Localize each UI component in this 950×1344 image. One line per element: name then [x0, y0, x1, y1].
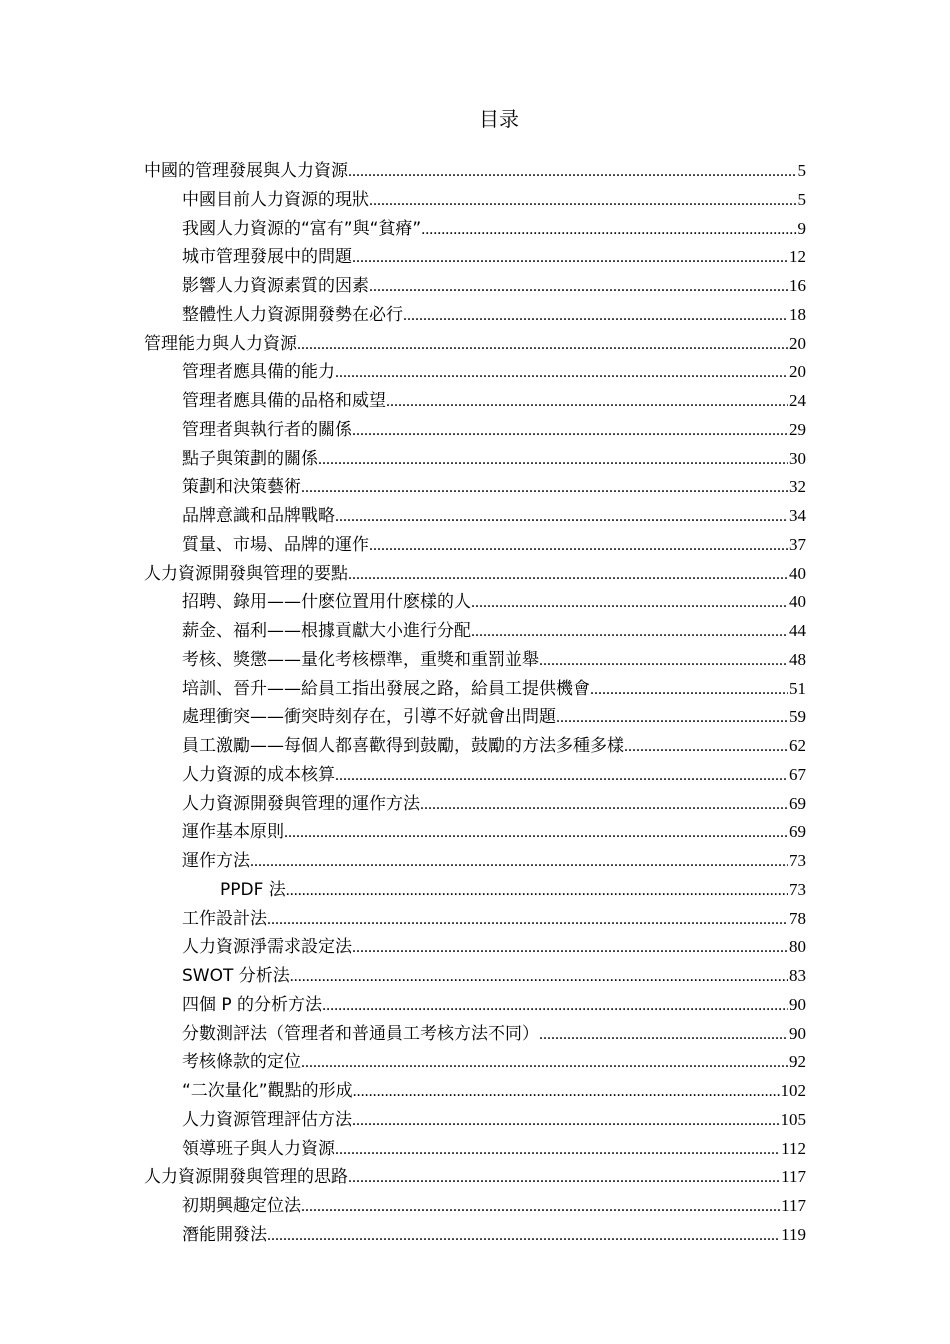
- toc-page-number: 112: [781, 1138, 806, 1158]
- dot-leader: [348, 158, 797, 187]
- dot-leader: [318, 446, 788, 475]
- toc-entry-title: 考核、獎懲——量化考核標準，重獎和重罰並舉: [182, 649, 539, 670]
- toc-entry-line: [182, 991, 806, 1021]
- toc-page-number: 48: [789, 649, 806, 669]
- toc-page-number: 12: [789, 247, 806, 267]
- toc-entry[interactable]: [0, 502, 950, 531]
- toc-entry[interactable]: [0, 675, 950, 704]
- dot-leader: [286, 877, 788, 906]
- dot-leader: [471, 589, 788, 618]
- toc-page-number: 102: [780, 1081, 806, 1100]
- dot-leader: [352, 1107, 780, 1136]
- toc-entry-line: [144, 1163, 806, 1193]
- toc-entry[interactable]: [0, 905, 950, 934]
- toc-entry[interactable]: [0, 157, 950, 186]
- toc-entry[interactable]: [0, 1135, 950, 1164]
- dot-leader: [267, 906, 788, 935]
- toc-entry-title: 整體性人力資源開發勢在必行: [182, 304, 403, 325]
- toc-page-number: 18: [789, 304, 806, 324]
- toc-entry[interactable]: [0, 1020, 950, 1049]
- toc-entry-title: 人力資源的成本核算: [182, 764, 335, 785]
- toc-entry-line: [182, 473, 806, 503]
- toc-entry-line: [182, 1192, 806, 1222]
- toc-entry[interactable]: [0, 703, 950, 732]
- dot-leader: [369, 273, 788, 302]
- dot-leader: [590, 676, 788, 705]
- toc-entry-title: 運作基本原則: [182, 822, 284, 843]
- toc-entry-title: 人力資源開發與管理的思路: [144, 1167, 348, 1188]
- toc-entry[interactable]: [0, 1077, 950, 1106]
- toc-page-number: 20: [789, 333, 806, 353]
- toc-entry-line: [182, 703, 806, 733]
- toc-entry-title: 人力資源管理評估方法: [182, 1109, 352, 1130]
- dot-leader: [290, 963, 788, 992]
- toc-page-number: 73: [789, 879, 806, 899]
- toc-entry[interactable]: [0, 416, 950, 445]
- toc-page-number: 9: [797, 218, 806, 238]
- dot-leader: [301, 1049, 788, 1078]
- toc-entry-line: [182, 243, 806, 273]
- toc-entry-title: 品牌意識和品牌戰略: [182, 506, 335, 526]
- dot-leader: [539, 647, 788, 676]
- dot-leader: [353, 1078, 780, 1107]
- toc-page-number: 5: [797, 189, 806, 209]
- toc-entry-line: [182, 933, 806, 963]
- dot-leader: [386, 388, 788, 417]
- dot-leader: [352, 934, 788, 963]
- toc-entry-title: PPDF 法: [220, 879, 286, 900]
- toc-page-number: 69: [789, 793, 806, 813]
- toc-entry[interactable]: [0, 1106, 950, 1135]
- toc-page-number: 117: [781, 1167, 806, 1187]
- toc-page-number: 34: [789, 506, 806, 525]
- toc-entry[interactable]: [0, 991, 950, 1020]
- toc-entry-title: 初期興趣定位法: [182, 1196, 301, 1216]
- toc-entry[interactable]: [0, 560, 950, 589]
- toc-page-number: 105: [780, 1109, 806, 1129]
- toc-entry-title: 管理者應具備的品格和威望: [182, 391, 386, 411]
- toc-entry-title: 處理衝突——衝突時刻存在，引導不好就會出問題: [182, 707, 556, 728]
- toc-entry-title: SWOT 分析法: [182, 966, 290, 986]
- toc-entry-title: 考核條款的定位: [182, 1052, 301, 1073]
- dot-leader: [335, 762, 788, 791]
- toc-entry-title: 領導班子與人力資源: [182, 1138, 335, 1159]
- dot-leader: [420, 791, 788, 820]
- toc-entry-title: 潛能開發法: [182, 1224, 267, 1245]
- toc-entry[interactable]: [0, 1048, 950, 1077]
- toc-entry[interactable]: [0, 761, 950, 790]
- toc-entry-line: [182, 1077, 806, 1107]
- toc-entry[interactable]: [0, 962, 950, 991]
- toc-entry-line: [182, 215, 806, 245]
- toc-entry-line: [182, 790, 806, 820]
- toc-entry-title: 中國目前人力資源的現狀: [182, 189, 369, 210]
- toc-entry-line: [182, 502, 806, 532]
- toc-entry-title: 培訓、晉升——給員工指出發展之路，給員工提供機會: [182, 678, 590, 699]
- toc-entry-title: 人力資源開發與管理的要點: [144, 563, 348, 584]
- toc-entry-title: 人力資源開發與管理的運作方法: [182, 793, 420, 814]
- toc-page-number: 117: [781, 1196, 806, 1215]
- toc-entry-title: 四個 P 的分析方法: [182, 994, 323, 1015]
- toc-page-number: 5: [797, 161, 806, 180]
- toc-entry[interactable]: [0, 588, 950, 617]
- toc-entry[interactable]: [0, 1192, 950, 1221]
- toc-page-number: 73: [789, 851, 806, 870]
- dot-leader: [348, 1164, 780, 1193]
- toc-entry-title: 人力資源淨需求設定法: [182, 937, 352, 958]
- toc-page-number: 32: [789, 477, 806, 497]
- toc-entry-line: [182, 905, 806, 935]
- toc-entry[interactable]: [0, 215, 950, 244]
- toc-entry-title: 分數測評法（管理者和普通員工考核方法不同）: [182, 1023, 539, 1044]
- dot-leader: [556, 704, 788, 733]
- toc-entry-line: [182, 301, 806, 331]
- dot-leader: [369, 532, 788, 561]
- toc-page-number: 40: [789, 563, 806, 583]
- toc-entry-line: [144, 560, 806, 590]
- toc-entry-line: [182, 1048, 806, 1078]
- dot-leader: [348, 561, 788, 590]
- toc-entry-line: [182, 617, 806, 647]
- toc-entry[interactable]: [0, 732, 950, 761]
- toc-entry-title: 招聘、錄用——什麽位置用什麽樣的人: [182, 592, 471, 613]
- toc-entry-title: 管理能力與人力資源: [144, 333, 297, 354]
- toc-page-number: 44: [789, 621, 806, 640]
- toc-entry-line: [182, 1106, 806, 1136]
- toc-entry-title: 質量、市場、品牌的運作: [182, 534, 369, 555]
- toc-entry-line: [182, 588, 806, 618]
- toc-page-number: 16: [789, 276, 806, 295]
- toc-entry[interactable]: [0, 617, 950, 646]
- toc-entry[interactable]: [0, 358, 950, 387]
- toc-entry-line: [144, 330, 806, 360]
- toc-entry[interactable]: [0, 790, 950, 819]
- toc-entry-line: [182, 272, 806, 302]
- toc-page-number: 62: [789, 736, 806, 755]
- toc-entry[interactable]: [0, 876, 950, 905]
- toc-entry-line: [182, 1020, 806, 1050]
- dot-leader: [250, 848, 788, 877]
- toc-entry-title: 員工激勵——每個人都喜歡得到鼓勵，鼓勵的方法多種多樣: [182, 736, 624, 756]
- dot-leader: [335, 1136, 780, 1165]
- toc-entry-line: [182, 416, 806, 446]
- dot-leader: [421, 216, 796, 245]
- toc-entry[interactable]: [0, 847, 950, 876]
- dot-leader: [369, 187, 797, 216]
- toc-entry-line: [182, 732, 806, 762]
- dot-leader: [284, 819, 788, 848]
- toc-entry[interactable]: [0, 1221, 950, 1250]
- toc-page-number: 30: [789, 448, 806, 468]
- toc-page-number: 83: [789, 966, 806, 985]
- toc-page-number: 80: [789, 937, 806, 957]
- toc-page-number: 90: [789, 994, 806, 1014]
- toc-page-number: 119: [781, 1224, 806, 1244]
- toc-entry[interactable]: [0, 818, 950, 847]
- toc-page-number: 90: [789, 1023, 806, 1043]
- toc-entry[interactable]: [0, 473, 950, 502]
- dot-leader: [267, 1222, 780, 1251]
- toc-page-number: 69: [789, 822, 806, 842]
- dot-leader: [403, 302, 788, 331]
- dot-leader: [301, 1193, 780, 1222]
- toc-entry-line: [182, 761, 806, 791]
- toc-entry[interactable]: [0, 243, 950, 272]
- toc-page-number: 59: [789, 707, 806, 727]
- toc-page-number: 37: [789, 534, 806, 554]
- toc-entry[interactable]: [0, 387, 950, 416]
- toc-page-number: 67: [789, 764, 806, 784]
- toc-entry-title: 影響人力資源素質的因素: [182, 276, 369, 296]
- toc-entry-line: [182, 675, 806, 705]
- toc-entry-line: [182, 387, 806, 417]
- toc-page-number: 24: [789, 391, 806, 410]
- toc-entry[interactable]: [0, 646, 950, 675]
- toc-entry-title: 工作設計法: [182, 908, 267, 929]
- toc-entry-line: [182, 358, 806, 388]
- toc-entry-line: [182, 1135, 806, 1165]
- toc-entry-line: [220, 876, 806, 906]
- toc-entry-line: [182, 818, 806, 848]
- toc-entry-line: [182, 1221, 806, 1251]
- dot-leader: [624, 733, 788, 762]
- toc-entry[interactable]: [0, 933, 950, 962]
- toc-entry[interactable]: [0, 1163, 950, 1192]
- toc-entry-title: 管理者與執行者的關係: [182, 419, 352, 440]
- toc-entry[interactable]: [0, 531, 950, 560]
- toc-page-number: 20: [789, 362, 806, 382]
- toc-entry[interactable]: [0, 186, 950, 215]
- toc-entry-title: 城市管理發展中的問題: [182, 247, 352, 268]
- dot-leader: [322, 992, 788, 1021]
- toc-entry-title: 運作方法: [182, 851, 250, 871]
- toc-entry[interactable]: [0, 445, 950, 474]
- toc-page-number: 92: [789, 1052, 806, 1072]
- toc-entry-line: [182, 962, 806, 992]
- toc-entry[interactable]: [0, 330, 950, 359]
- dot-leader: [352, 417, 788, 446]
- dot-leader: [539, 1021, 788, 1050]
- toc-entry-line: [182, 186, 806, 216]
- toc-entry-title: 管理者應具備的能力: [182, 362, 335, 383]
- toc-entry-title: 點子與策劃的關係: [182, 448, 318, 469]
- toc-entry[interactable]: [0, 301, 950, 330]
- dot-leader: [335, 503, 788, 532]
- toc-entry-title: 我國人力資源的“富有”與“貧瘠”: [182, 218, 422, 239]
- toc-page-number: 40: [789, 592, 806, 612]
- toc-entry-line: [182, 531, 806, 561]
- toc-entry-line: [182, 847, 806, 877]
- toc-entry-line: [182, 445, 806, 475]
- toc-title: 目录: [479, 107, 519, 131]
- toc-entry-title: 中國的管理發展與人力資源: [144, 161, 348, 181]
- dot-leader: [297, 331, 788, 360]
- dot-leader: [301, 474, 788, 503]
- toc-entry-line: [182, 646, 806, 676]
- toc-entry-line: [144, 157, 806, 187]
- dot-leader: [335, 359, 788, 388]
- dot-leader: [471, 618, 788, 647]
- table-of-contents: [0, 157, 950, 1250]
- dot-leader: [352, 244, 788, 273]
- toc-entry-title: 策劃和決策藝術: [182, 477, 301, 498]
- toc-entry-title: “二次量化”觀點的形成: [182, 1081, 353, 1101]
- toc-page-number: 51: [789, 678, 806, 698]
- toc-entry[interactable]: [0, 272, 950, 301]
- toc-entry-title: 薪金、福利——根據貢獻大小進行分配: [182, 621, 471, 641]
- toc-page-number: 29: [789, 419, 806, 439]
- toc-page-number: 78: [789, 908, 806, 928]
